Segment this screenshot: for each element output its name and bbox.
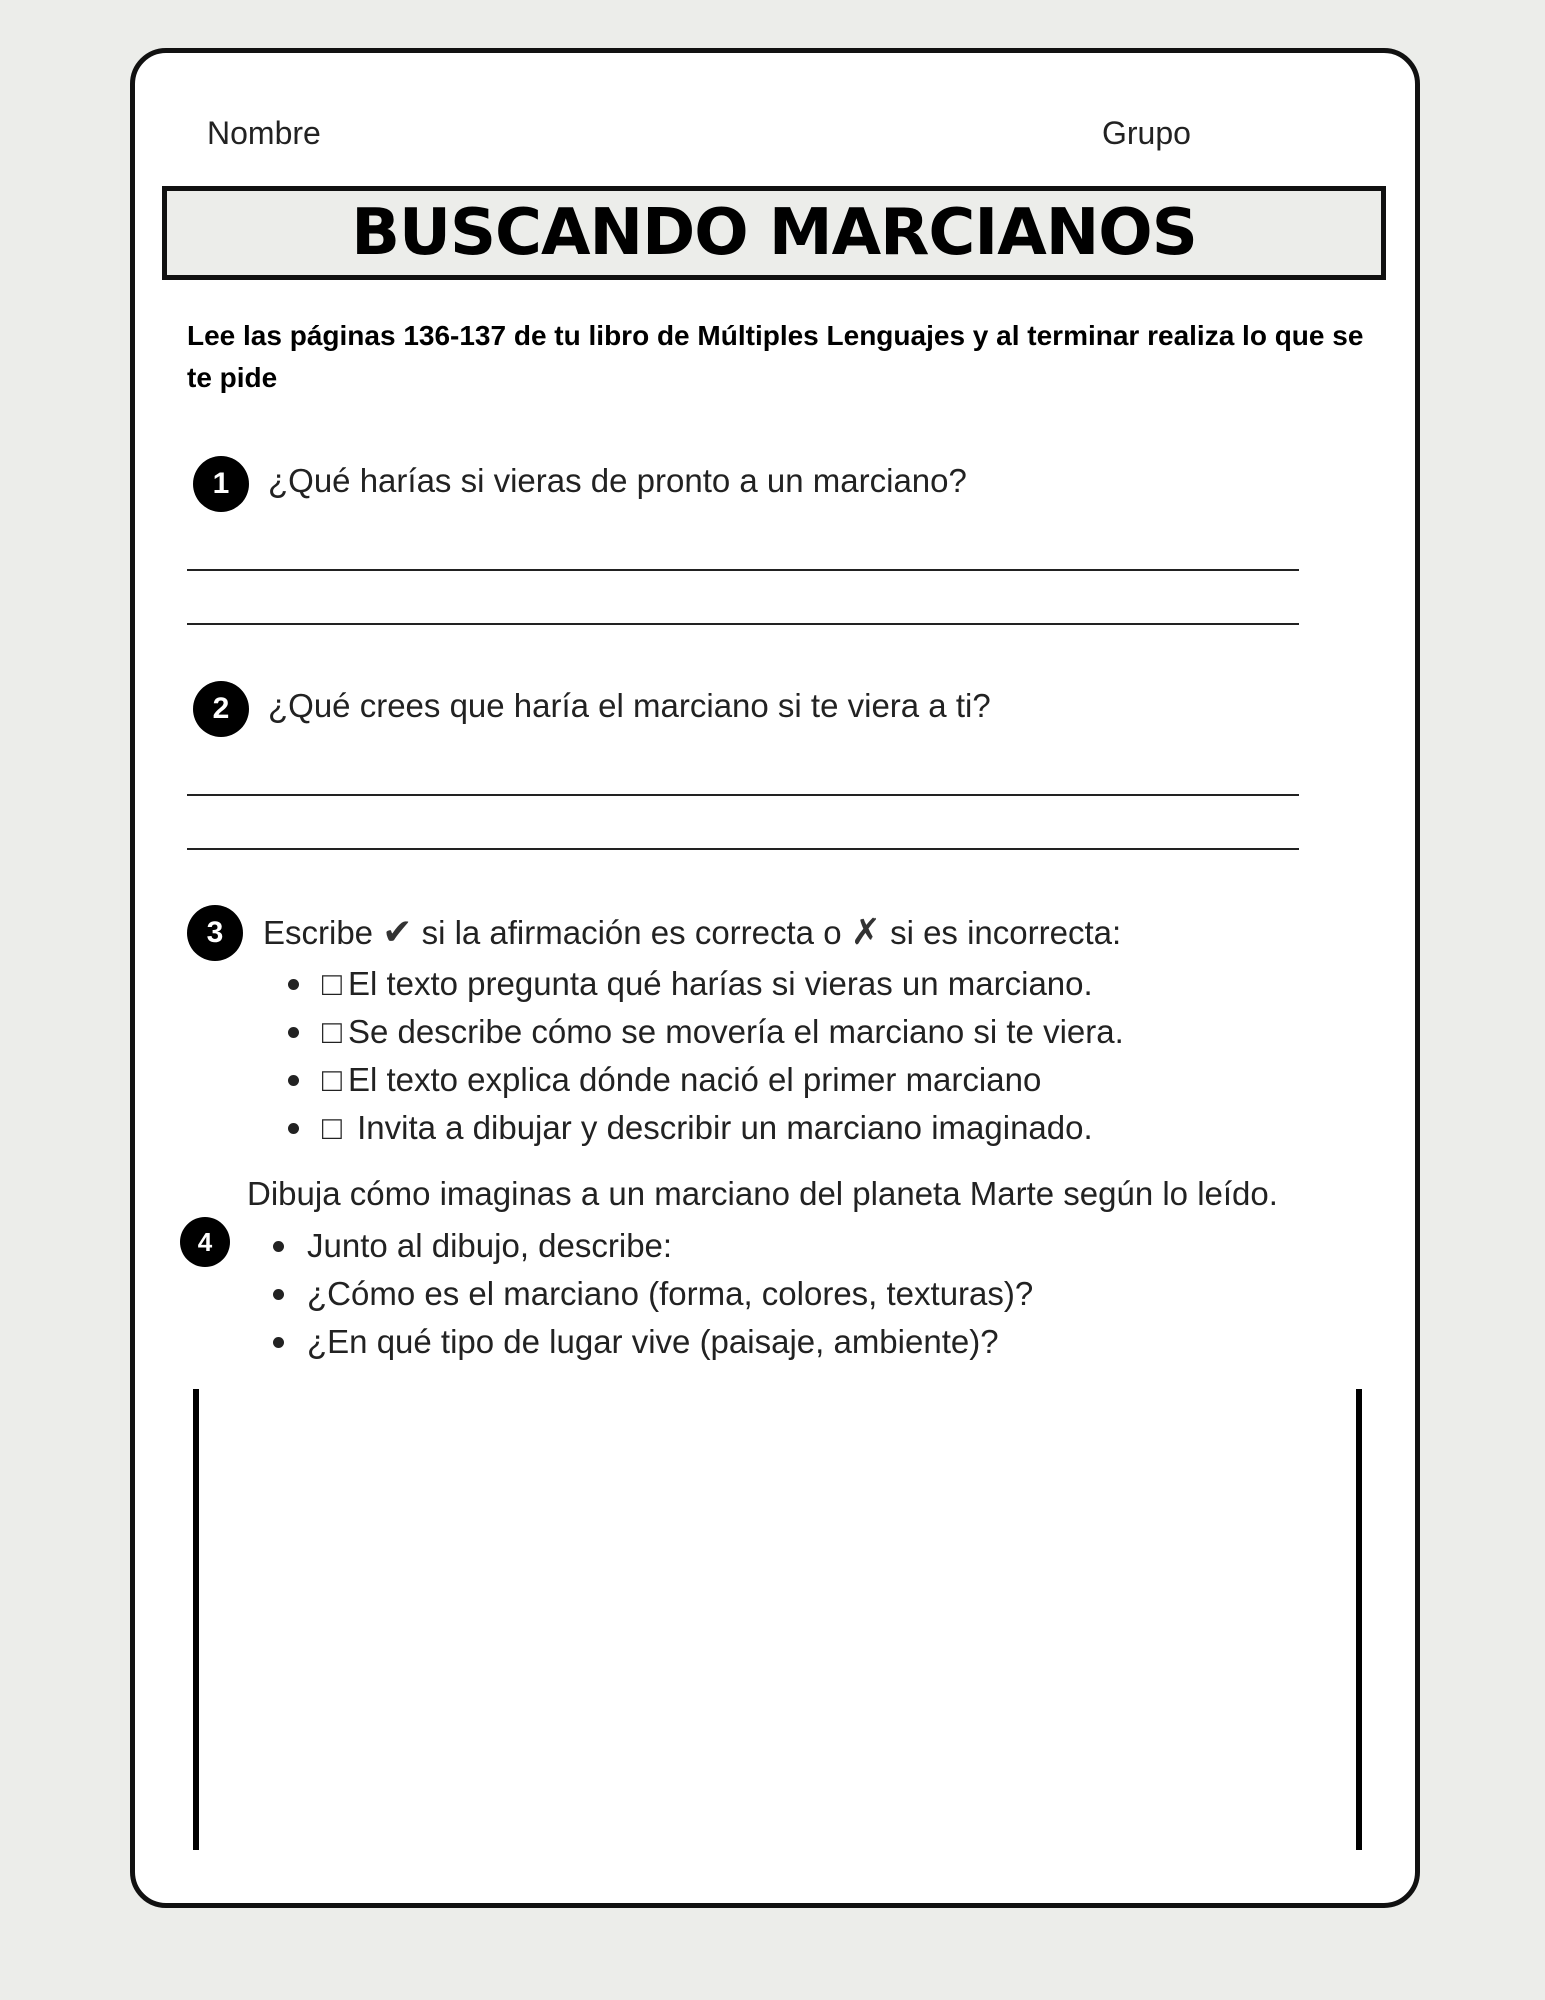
- question-4-text: Dibuja cómo imaginas a un marciano del planeta Marte según lo leído.: [247, 1175, 1278, 1212]
- question-3-text-before: Escribe: [263, 914, 374, 951]
- checkbox-icon[interactable]: □: [322, 965, 342, 1002]
- cross-mark-icon: ✗: [850, 911, 881, 952]
- statement-text: Invita a dibujar y describir un marciano imaginado.: [347, 1109, 1093, 1146]
- checkbox-icon[interactable]: □: [322, 1013, 342, 1050]
- question-3-text-after: si es incorrecta:: [890, 914, 1122, 951]
- question-2-answer-line-1[interactable]: [187, 794, 1299, 796]
- prompt-item: ¿Cómo es el marciano (forma, colores, texturas)?: [273, 1270, 1033, 1318]
- question-1-text: ¿Qué harías si vieras de pronto a un marciano?: [268, 462, 967, 499]
- page-title: BUSCANDO MARCIANOS: [351, 196, 1197, 270]
- drawing-area[interactable]: [199, 1389, 1356, 1850]
- statement-text: El texto explica dónde nació el primer marciano: [347, 1061, 1042, 1098]
- question-4-prompt-list: [273, 1222, 1033, 1366]
- question-2-text: ¿Qué crees que haría el marciano si te viera a ti?: [268, 687, 991, 724]
- prompt-item: ¿En qué tipo de lugar vive (paisaje, ambiente)?: [273, 1318, 1033, 1366]
- name-label: Nombre: [207, 115, 321, 151]
- statement-item: [288, 1104, 1124, 1152]
- question-3-statement-list: [288, 960, 1124, 1152]
- question-3-text-middle: si la afirmación es correcta o: [421, 914, 842, 951]
- statement-text: El texto pregunta qué harías si vieras un marciano.: [347, 965, 1093, 1002]
- group-label: Grupo: [1102, 115, 1191, 151]
- question-2-answer-line-2[interactable]: [187, 848, 1299, 850]
- checkbox-icon[interactable]: □: [322, 1109, 342, 1146]
- checkbox-icon[interactable]: □: [322, 1061, 342, 1098]
- statement-item: [288, 960, 1124, 1008]
- title-box: [162, 186, 1386, 280]
- question-4-number-badge: 4: [180, 1217, 230, 1267]
- statement-item: [288, 1056, 1124, 1104]
- question-2-number-badge: 2: [193, 681, 249, 737]
- check-mark-icon: ✔: [382, 911, 413, 952]
- question-1-answer-line-2[interactable]: [187, 623, 1299, 625]
- drawing-area-right-border: [1356, 1389, 1362, 1850]
- statement-text: Se describe cómo se movería el marciano si te viera.: [347, 1013, 1124, 1050]
- question-3-text: [263, 911, 1121, 953]
- question-3-number-badge: 3: [187, 905, 243, 961]
- question-1-number-badge: 1: [193, 456, 249, 512]
- instructions-text: Lee las páginas 136-137 de tu libro de Múltiples Lenguajes y al terminar realiza lo que se te pide: [187, 320, 1364, 393]
- question-1-answer-line-1[interactable]: [187, 569, 1299, 571]
- statement-item: [288, 1008, 1124, 1056]
- worksheet-page: [130, 48, 1420, 1908]
- prompt-item: Junto al dibujo, describe:: [273, 1222, 1033, 1270]
